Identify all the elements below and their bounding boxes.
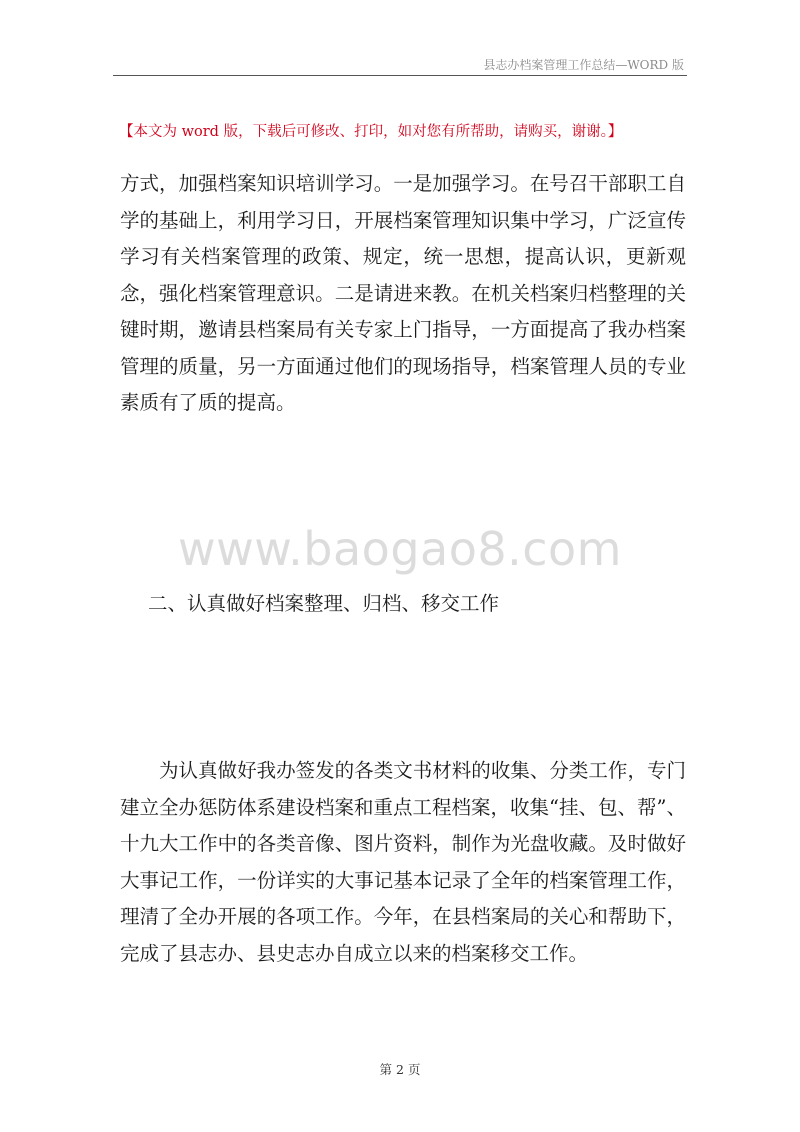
watermark: www.baogao8.com xyxy=(178,522,622,576)
page-header-title: 县志办档案管理工作总结—WORD 版 xyxy=(483,58,684,72)
header-divider xyxy=(113,75,687,76)
section-heading: 二、认真做好档案整理、归档、移交工作 xyxy=(148,592,500,615)
body-paragraph-1: 方式，加强档案知识培训学习。一是加强学习。在号召干部职工自学的基础上，利用学习日，开展档案管理知识集中学习，广泛宣传学习有关档案管理的政策、规定，统一思想，提高认识，更新观念，强化档案管理意识。二是请进来教。在机关档案归档整理的关键时期，邀请县档案局有关专家上门指导，一方面提高了我办档案管理的质量，另一方面通过他们的现场指导，档案管理人员的专业素质有了质的提高。 xyxy=(120,172,686,414)
page-number: 第 2 页 xyxy=(379,1062,421,1077)
body-paragraph-2: 为认真做好我办签发的各类文书材料的收集、分类工作，专门建立全办惩防体系建设档案和重点工程档案，收集“挂、包、帮”、十九大工作中的各类音像、图片资料，制作为光盘收藏。及时做好大事记工作，一份详实的大事记基本记录了全年的档案管理工作，理清了全办开展的各项工作。今年，在县档案局的关心和帮助下，完成了县志办、县史志办自成立以来的档案移交工作。 xyxy=(120,759,686,965)
download-notice: 【本文为 word 版，下载后可修改、打印，如对您有所帮助，请购买，谢谢。】 xyxy=(119,124,623,140)
